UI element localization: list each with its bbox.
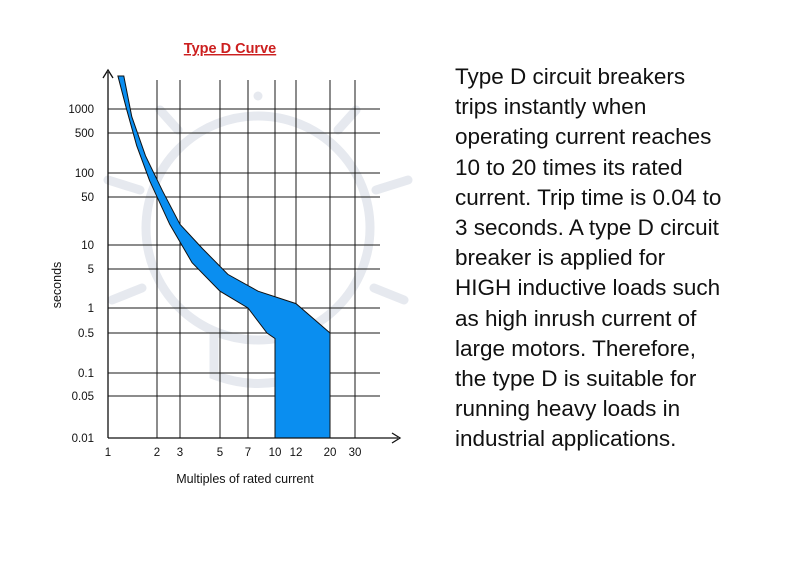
y-tick-label: 0.1 <box>78 368 94 380</box>
description-text <box>455 62 795 455</box>
y-tick-label: 50 <box>81 192 94 204</box>
x-tick-label: 2 <box>153 447 161 459</box>
chart-title: Type D Curve <box>183 41 277 57</box>
light-bulb-icon <box>108 96 408 384</box>
description-line: trips instantly when <box>455 94 647 120</box>
x-tick-label: 30 <box>348 447 362 459</box>
description-line: Type D circuit breakers <box>455 64 686 89</box>
x-tick-label: 12 <box>289 447 303 459</box>
y-tick-label: 500 <box>74 128 94 140</box>
description-line: current. Trip time is 0.04 to <box>455 184 722 210</box>
y-tick-label: 1000 <box>68 104 94 116</box>
y-tick-label: 0.05 <box>71 391 94 403</box>
description-line: industrial applications. <box>455 426 677 452</box>
y-tick-label: 100 <box>74 168 94 180</box>
x-tick-label: 5 <box>216 447 224 459</box>
description-line: large motors. Therefore, <box>455 335 696 361</box>
y-axis-label: seconds <box>50 261 64 309</box>
y-tick-label: 10 <box>81 240 94 252</box>
x-tick-label: 20 <box>323 447 337 459</box>
description-line: operating current reaches <box>455 124 712 150</box>
y-tick-label: 5 <box>87 264 94 276</box>
x-tick-label: 7 <box>244 447 252 459</box>
y-tick-label: 0.01 <box>71 433 94 445</box>
description-line: 3 seconds. A type D circuit <box>455 215 719 241</box>
x-tick-label: 1 <box>104 447 112 459</box>
x-axis-label: Multiples of rated current <box>176 472 314 486</box>
description-line: 10 to 20 times its rated <box>455 154 683 180</box>
description-line: running heavy loads in <box>455 396 681 422</box>
x-tick-label: 3 <box>176 447 184 459</box>
x-tick-label: 10 <box>268 447 282 459</box>
description-line: HIGH inductive loads such <box>455 275 721 301</box>
description-line: breaker is applied for <box>455 245 666 271</box>
description-line: as high inrush current of <box>455 305 697 331</box>
y-tick-label: 1 <box>87 303 94 315</box>
description-line: the type D is suitable for <box>455 366 697 392</box>
y-tick-label: 0.5 <box>78 328 94 340</box>
